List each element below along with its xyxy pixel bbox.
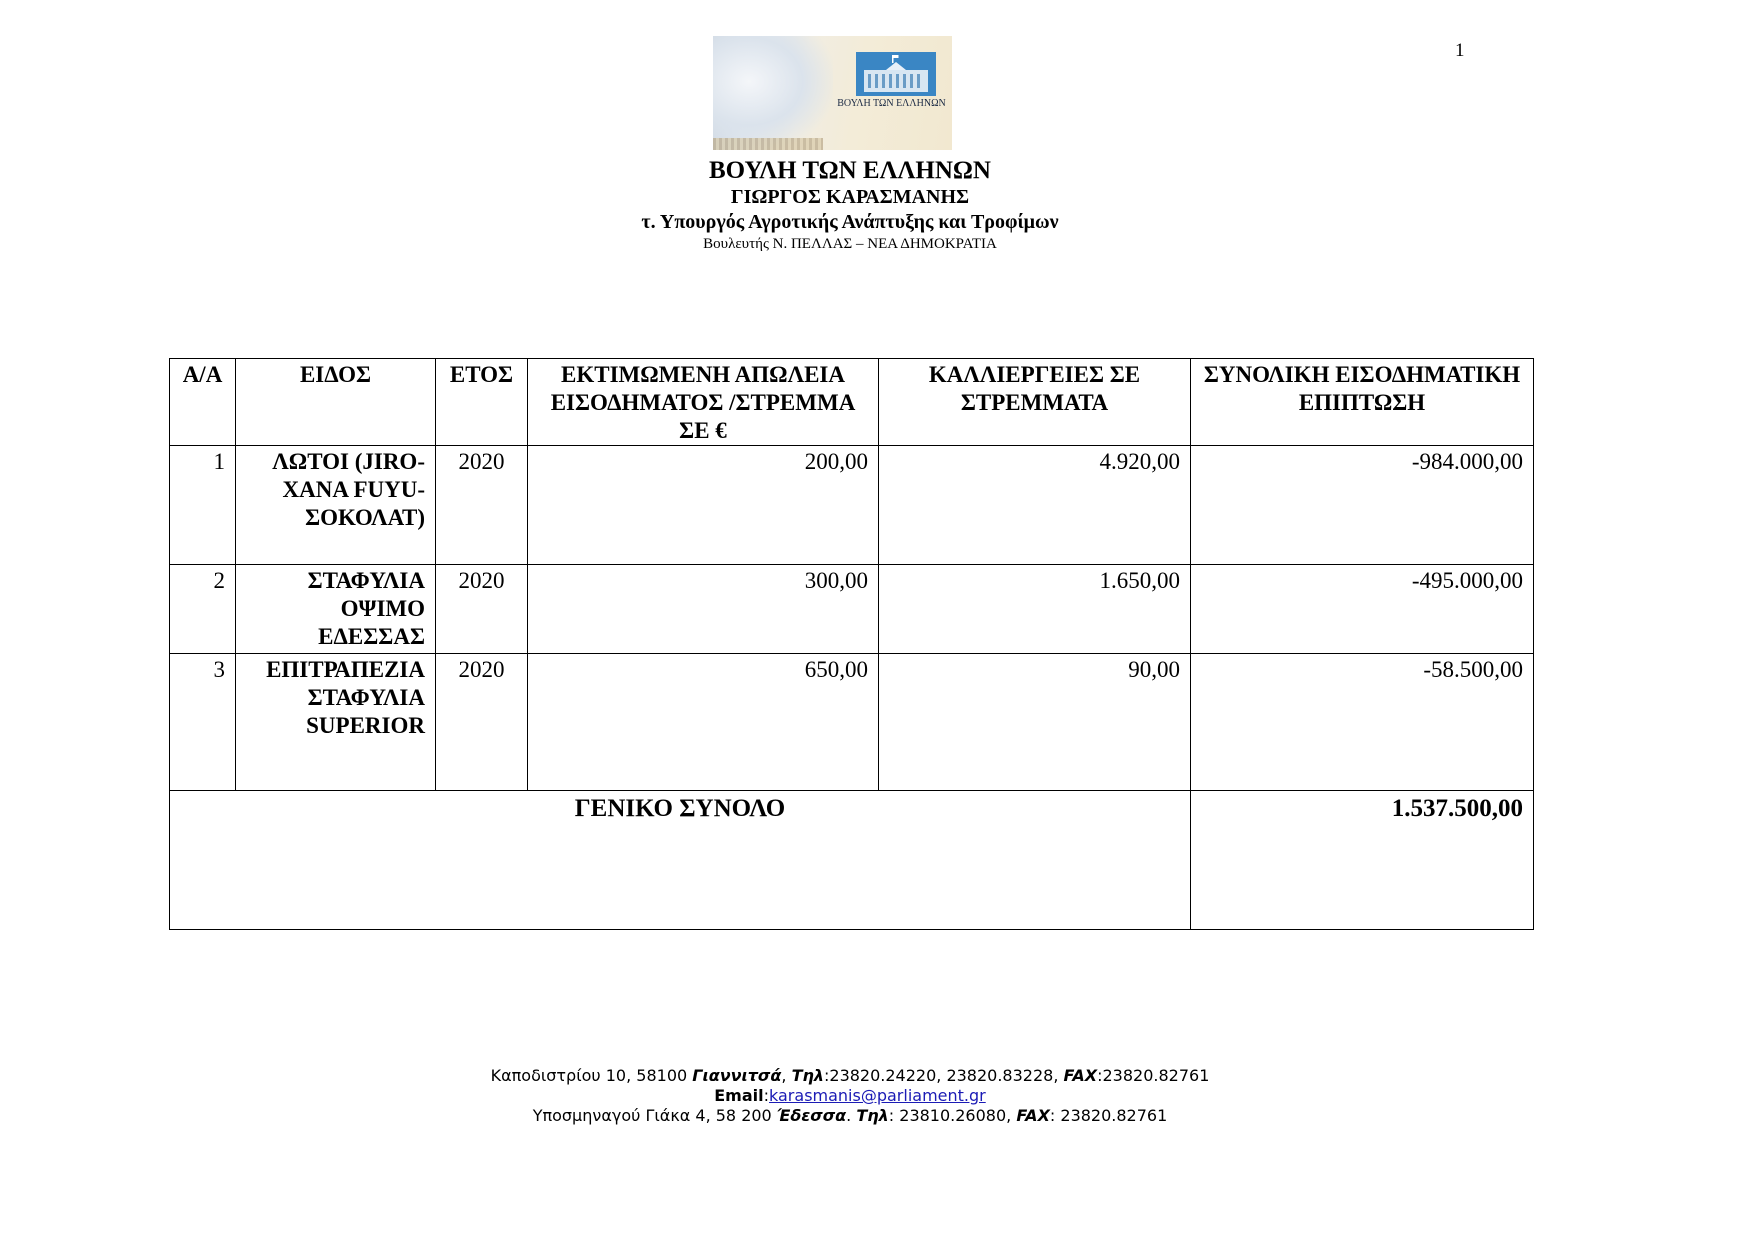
footer-fax-label-1: FAX	[1063, 1066, 1098, 1085]
footer-line-edessa	[0, 1106, 1700, 1126]
header-kind: ΕΙΔΟΣ	[236, 359, 436, 446]
letterhead	[0, 156, 1700, 253]
cell-loss: 200,00	[528, 446, 879, 565]
email-link[interactable]: karasmanis@parliament.gr	[769, 1086, 986, 1105]
footer-email-label: Email	[714, 1086, 764, 1105]
total-value: 1.537.500,00	[1191, 791, 1534, 930]
footer-sep-1: ,	[781, 1066, 792, 1085]
footer-line-email	[0, 1086, 1700, 1106]
header-aa: Α/Α	[170, 359, 236, 446]
total-label: ΓΕΝΙΚΟ ΣΥΝΟΛΟ	[170, 791, 1191, 930]
cell-loss: 650,00	[528, 654, 879, 791]
cell-loss: 300,00	[528, 565, 879, 654]
cell-year: 2020	[436, 565, 528, 654]
cell-year: 2020	[436, 446, 528, 565]
header-loss: ΕΚΤΙΜΩΜΕΝΗ ΑΠΩΛΕΙΑ ΕΙΣΟΔΗΜΑΤΟΣ /ΣΤΡΕΜΜΑ ΣΕ €	[528, 359, 879, 446]
parliament-logo	[713, 36, 952, 150]
cell-area: 90,00	[879, 654, 1191, 791]
cell-kind: ΣΤΑΦΥΛΙΑ ΟΨΙΜΟ ΕΔΕΣΣΑΣ	[236, 565, 436, 654]
cell-impact: -58.500,00	[1191, 654, 1534, 791]
total-row	[170, 791, 1534, 930]
logo-ground	[713, 138, 823, 150]
logo-caption: ΒΟΥΛΗ ΤΩΝ ΕΛΛΗΝΩΝ	[837, 98, 946, 109]
footer-tel-1: :23820.24220, 23820.83228,	[824, 1066, 1064, 1085]
cell-impact: -495.000,00	[1191, 565, 1534, 654]
footer-fax-label-3: FAX	[1016, 1106, 1050, 1125]
cell-aa: 2	[170, 565, 236, 654]
footer-tel-label-3: Τηλ	[856, 1106, 889, 1125]
footer-email-sep: :	[763, 1086, 770, 1105]
member-role: τ. Υπουργός Αγροτικής Ανάπτυξης και Τροφίμων	[641, 211, 1059, 233]
table-row	[170, 565, 1534, 654]
table-row	[170, 446, 1534, 565]
footer-fax-1: :23820.82761	[1097, 1066, 1210, 1085]
footer-city-3: Έδεσσα	[776, 1106, 847, 1125]
cell-kind: ΕΠΙΤΡΑΠΕΖΙΑ ΣΤΑΦΥΛΙΑ SUPERIOR	[236, 654, 436, 791]
cell-kind: ΛΩΤΟΙ (JIRO-ΧΑΝΑ FUYU-ΣΟΚΟΛΑΤ)	[236, 446, 436, 565]
footer-tel-label-1: Τηλ	[791, 1066, 824, 1085]
income-loss-table	[169, 358, 1534, 930]
footer-tel-3: : 23810.26080,	[888, 1106, 1017, 1125]
table-header-row	[170, 359, 1534, 446]
footer-address-1: Καποδιστρίου 10, 58100	[490, 1066, 693, 1085]
parliament-building-icon	[856, 52, 936, 96]
footer-contact	[0, 1066, 1700, 1126]
footer-line-giannitsa	[0, 1066, 1700, 1086]
member-constituency: Βουλευτής Ν. ΠΕΛΛΑΣ – ΝΕΑ ΔΗΜΟΚΡΑΤΙΑ	[703, 236, 997, 252]
header-impact: ΣΥΝΟΛΙΚΗ ΕΙΣΟΔΗΜΑΤΙΚΗ ΕΠΙΠΤΩΣΗ	[1191, 359, 1534, 446]
institution-title: ΒΟΥΛΗ ΤΩΝ ΕΛΛΗΝΩΝ	[709, 157, 991, 184]
header-area: ΚΑΛΛΙΕΡΓΕΙΕΣ ΣΕ ΣΤΡΕΜΜΑΤΑ	[879, 359, 1191, 446]
footer-fax-3: : 23820.82761	[1049, 1106, 1168, 1125]
cell-impact: -984.000,00	[1191, 446, 1534, 565]
cell-area: 4.920,00	[879, 446, 1191, 565]
header-year: ΕΤΟΣ	[436, 359, 528, 446]
cell-aa: 3	[170, 654, 236, 791]
footer-address-3: Υποσμηναγού Γιάκα 4, 58 200	[532, 1106, 777, 1125]
footer-city-1: Γιαννιτσά	[692, 1066, 782, 1085]
member-name: ΓΙΩΡΓΟΣ ΚΑΡΑΣΜΑΝΗΣ	[730, 186, 970, 208]
cell-area: 1.650,00	[879, 565, 1191, 654]
logo-sky	[713, 36, 833, 150]
cell-aa: 1	[170, 446, 236, 565]
cell-year: 2020	[436, 654, 528, 791]
table-row	[170, 654, 1534, 791]
footer-sep-3: .	[846, 1106, 857, 1125]
page-number: 1	[1455, 40, 1465, 61]
